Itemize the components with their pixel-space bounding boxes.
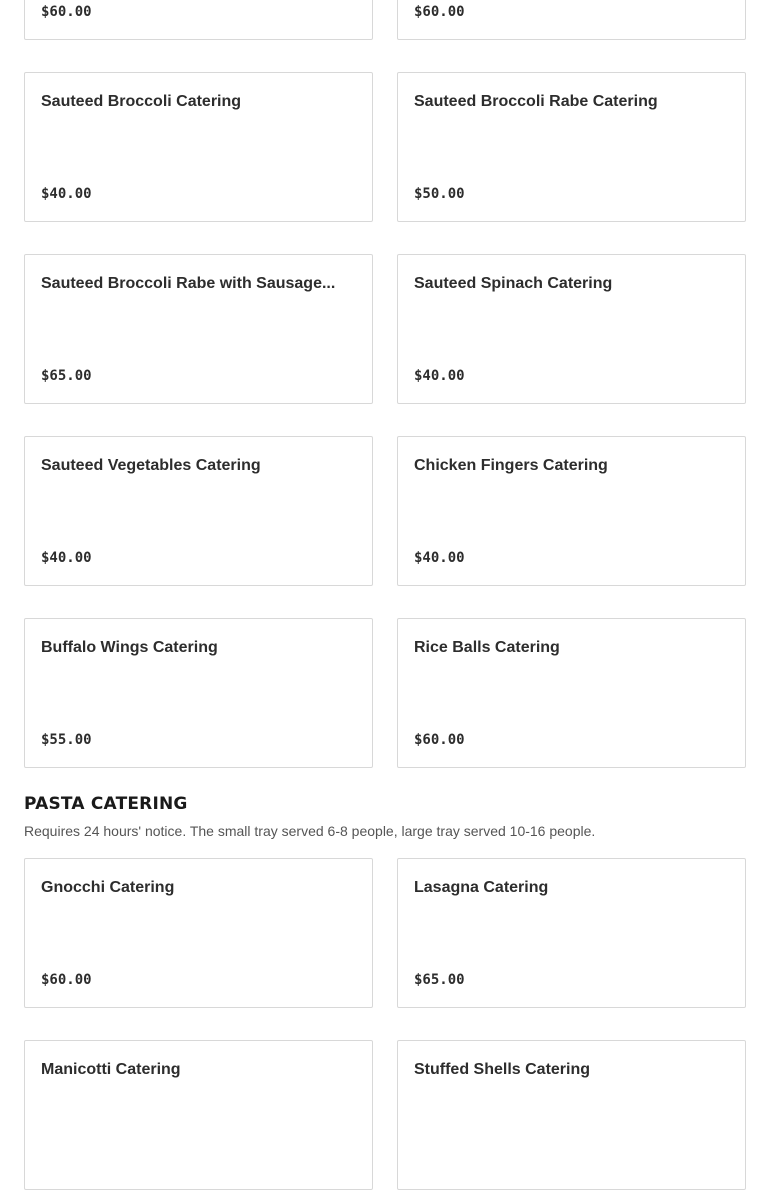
menu-item-name: Sauteed Spinach Catering: [414, 275, 613, 292]
menu-item-price: $40.00: [41, 186, 92, 202]
menu-item-name: Sauteed Broccoli Catering: [41, 93, 242, 110]
menu-item-price: $65.00: [41, 368, 92, 384]
menu-item-card[interactable]: [24, 72, 373, 222]
menu-item-card[interactable]: [397, 436, 746, 586]
menu-item-price: $40.00: [414, 368, 465, 384]
menu-item-price: $60.00: [41, 972, 92, 988]
menu-item-price: $50.00: [414, 186, 465, 202]
menu-item-name: Sauteed Vegetables Catering: [41, 457, 261, 474]
menu-item-name: Rice Balls Catering: [414, 639, 560, 656]
menu-item-card[interactable]: [24, 618, 373, 768]
menu-item-price: $60.00: [41, 4, 92, 20]
menu-item-card[interactable]: [397, 618, 746, 768]
menu-item-card[interactable]: [397, 1040, 746, 1190]
menu-item-name: Chicken Fingers Catering: [414, 457, 608, 474]
menu-item-name: Lasagna Catering: [414, 879, 549, 896]
menu-item-name: Gnocchi Catering: [41, 879, 175, 896]
menu-item-card[interactable]: [24, 1040, 373, 1190]
section-title: PASTA CATERING: [24, 794, 188, 814]
menu-item-price: $55.00: [41, 732, 92, 748]
menu-item-name: Buffalo Wings Catering: [41, 639, 218, 656]
menu-item-price: $40.00: [41, 550, 92, 566]
menu-item-price: $60.00: [414, 732, 465, 748]
menu-item-card[interactable]: [397, 254, 746, 404]
menu-item-name: Stuffed Shells Catering: [414, 1061, 591, 1078]
menu-item-price: $65.00: [414, 972, 465, 988]
menu-item-name: Sauteed Broccoli Rabe with Sausage...: [41, 275, 336, 292]
menu-item-card[interactable]: [24, 858, 373, 1008]
menu-item-card[interactable]: [24, 254, 373, 404]
menu-item-card[interactable]: [24, 0, 373, 40]
section-description: Requires 24 hours' notice. The small tray served 6-8 people, large tray served 10-16 people.: [24, 823, 596, 839]
menu-item-card[interactable]: [397, 72, 746, 222]
menu-item-name: Sauteed Broccoli Rabe Catering: [414, 93, 658, 110]
menu-item-card[interactable]: [24, 436, 373, 586]
menu-item-card[interactable]: [397, 858, 746, 1008]
menu-item-price: $60.00: [414, 4, 465, 20]
menu-item-card[interactable]: [397, 0, 746, 40]
menu-item-name: Manicotti Catering: [41, 1061, 181, 1078]
menu-item-price: $40.00: [414, 550, 465, 566]
